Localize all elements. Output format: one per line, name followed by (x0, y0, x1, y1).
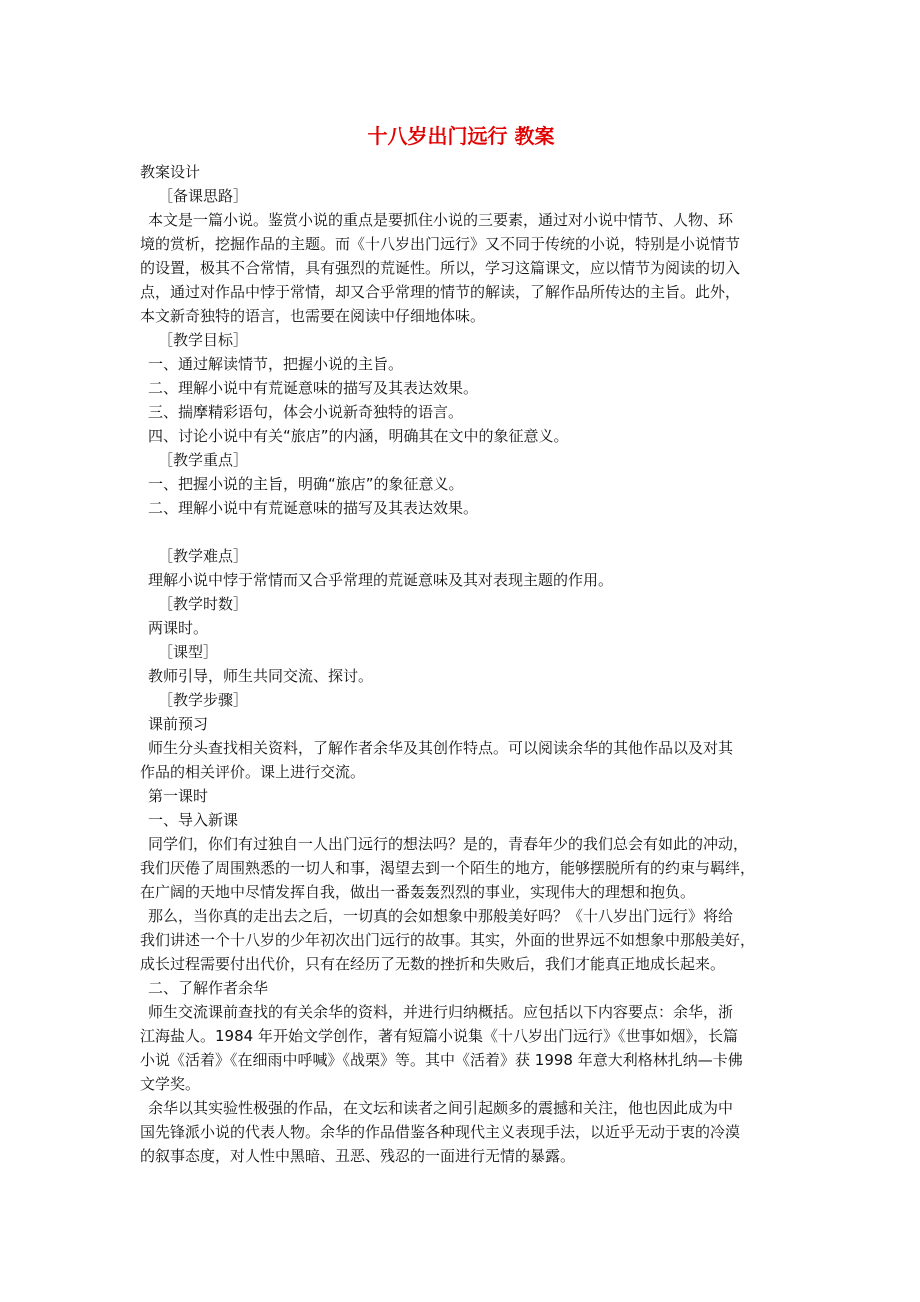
text-line: 教师引导，师生共同交流、探讨。 (148, 667, 374, 685)
text-line: ［教学步骤］ (158, 691, 249, 709)
text-line: 本文是一篇小说。鉴赏小说的重点是要抓住小说的三要素，通过对小说中情节、人物、环 (148, 211, 734, 229)
blank-line (140, 520, 782, 544)
text-line: 境的赏析，挖掘作品的主题。而《十八岁出门远行》又不同于传统的小说，特别是小说情节 (140, 235, 741, 253)
text-line: 的设置，极其不合常情，具有强烈的荒诞性。所以，学习这篇课文，应以情节为阅读的切入 (140, 259, 741, 277)
text-line: 作品的相关评价。课上进行交流。 (140, 763, 366, 781)
text-line: 四、讨论小说中有关“旅店”的内涵，明确其在文中的象征意义。 (148, 427, 569, 445)
text-line: 两课时。 (148, 619, 209, 637)
document-body (140, 160, 782, 1168)
document-title: 十八岁出门远行 教案 (367, 124, 555, 148)
text-line: 理解小说中悖于常情而又合乎常理的荒诞意味及其对表现主题的作用。 (148, 571, 614, 589)
text-line: 成长过程需要付出代价，只有在经历了无数的挫折和失败后，我们才能真正地成长起来。 (140, 955, 726, 973)
text-line: ［课型］ (158, 643, 219, 661)
text-line: 小说《活着》《在细雨中呼喊》《战栗》等。其中《活着》获 1998 年意大利格林扎纳—卡佛 (140, 1051, 743, 1069)
text-line: 我们讲述一个十八岁的少年初次出门远行的故事。其实，外面的世界远不如想象中那般美好， (140, 931, 756, 949)
text-line: 我们厌倦了周围熟悉的一切人和事，渴望去到一个陌生的地方，能够摆脱所有的约束与羁绊， (140, 859, 756, 877)
text-line: 一、把握小说的主旨，明确“旅店”的象征意义。 (148, 475, 464, 493)
text-line: 余华以其实验性极强的作品，在文坛和读者之间引起颇多的震撼和关注，他也因此成为中 (148, 1099, 734, 1117)
text-line: ［教学时数］ (158, 595, 249, 613)
text-line: ［教学重点］ (158, 451, 249, 469)
text-line: ［教学目标］ (158, 331, 249, 349)
text-line: 点，通过对作品中悖于常情，却又合乎常理的情节的解读，了解作品所传达的主旨。此外， (140, 283, 741, 301)
text-line: 师生分头查找相关资料，了解作者余华及其创作特点。可以阅读余华的其他作品以及对其 (148, 739, 734, 757)
text-line: ［备课思路］ (158, 187, 249, 205)
text-line: 那么，当你真的走出去之后，一切真的会如想象中那般美好吗？《十八岁出门远行》将给 (148, 907, 734, 925)
text-line: 二、理解小说中有荒诞意味的描写及其表达效果。 (148, 499, 479, 517)
text-line: 第一课时 (148, 787, 209, 805)
text-line: 的叙事态度，对人性中黑暗、丑恶、残忍的一面进行无情的暴露。 (140, 1147, 576, 1165)
text-line: 师生交流课前查找的有关余华的资料，并进行归纳概括。应包括以下内容要点：余华，浙 (148, 1003, 734, 1021)
text-line: 二、理解小说中有荒诞意味的描写及其表达效果。 (148, 379, 479, 397)
text-line: 同学们，你们有过独自一人出门远行的想法吗？是的，青春年少的我们总会有如此的冲动， (148, 835, 749, 853)
text-line: 江海盐人。1984 年开始文学创作，著有短篇小说集《十八岁出门远行》《世事如烟》，长篇 (140, 1027, 738, 1045)
text-line: 在广阔的天地中尽情发挥自我，做出一番轰轰烈烈的事业，实现伟大的理想和抱负。 (140, 883, 696, 901)
text-line: ［教学难点］ (158, 547, 249, 565)
text-line: 文学奖。 (140, 1075, 201, 1093)
text-line: 本文新奇独特的语言，也需要在阅读中仔细地体味。 (140, 307, 486, 325)
text-line: 三、揣摩精彩语句，体会小说新奇独特的语言。 (148, 403, 464, 421)
text-line: 一、导入新课 (148, 811, 239, 829)
text-line: 国先锋派小说的代表人物。余华的作品借鉴各种现代主义表现手法，以近乎无动于衷的冷漠 (140, 1123, 741, 1141)
text-line: 一、通过解读情节，把握小说的主旨。 (148, 355, 404, 373)
text-line: 课前预习 (148, 715, 209, 733)
text-line: 二、了解作者余华 (148, 979, 269, 997)
text-line: 教案设计 (140, 163, 201, 181)
